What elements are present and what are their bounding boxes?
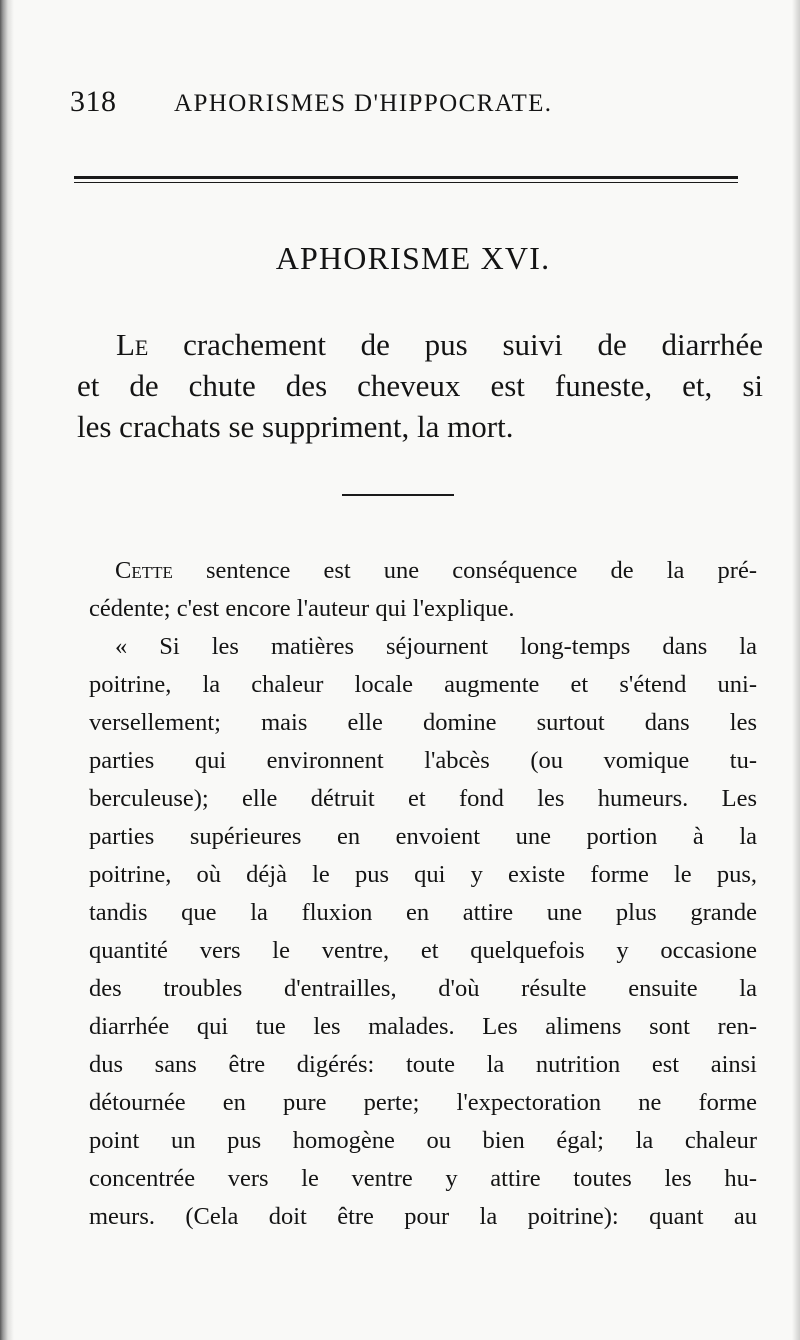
commentary-line bbox=[89, 1160, 757, 1198]
commentary-lead-word: Cette bbox=[115, 557, 173, 584]
commentary-line bbox=[89, 894, 757, 932]
commentary-line-text: détournée en pure perte; l'expectoration ne forme bbox=[89, 1089, 757, 1116]
commentary-line bbox=[89, 1046, 757, 1084]
running-header bbox=[70, 82, 750, 122]
page-edge-shadow bbox=[792, 0, 800, 1340]
commentary-line bbox=[89, 590, 757, 628]
commentary-line-text: sentence est une conséquence de la pré- bbox=[172, 557, 757, 584]
aphorism-line-text: les crachats se suppriment, la mort. bbox=[77, 409, 514, 444]
commentary-line-text: quantité vers le ventre, et quelquefois y occasione bbox=[89, 937, 757, 964]
commentary-line-text: tandis que la fluxion en attire une plus grande bbox=[89, 899, 757, 926]
commentary-line-text: des troubles d'entrailles, d'où résulte ensuite la bbox=[89, 975, 757, 1002]
commentary-line bbox=[89, 742, 757, 780]
commentary-line-text: parties supérieures en envoient une portion à la bbox=[89, 823, 757, 850]
running-title: APHORISMES D'HIPPOCRATE. bbox=[174, 90, 553, 117]
commentary-line bbox=[89, 628, 757, 666]
aphorism-lead-word: Le bbox=[116, 327, 149, 362]
commentary-line-text: versellement; mais elle domine surtout dans les bbox=[89, 709, 757, 736]
commentary-line-text: concentrée vers le ventre y attire toutes les hu- bbox=[89, 1165, 757, 1192]
commentary-line bbox=[89, 1008, 757, 1046]
commentary-line-text: parties qui environnent l'abcès (ou vomique tu- bbox=[89, 747, 757, 774]
commentary-line-text: poitrine, où déjà le pus qui y existe forme le pus, bbox=[89, 861, 757, 888]
commentary-line bbox=[89, 780, 757, 818]
commentary-line bbox=[89, 1122, 757, 1160]
page-binding-shadow bbox=[0, 0, 14, 1340]
aphorism-line bbox=[77, 365, 763, 406]
commentary-line-text: cédente; c'est encore l'auteur qui l'explique. bbox=[89, 595, 515, 622]
commentary-line-text: « Si les matières séjournent long-temps dans la bbox=[115, 633, 757, 660]
commentary-line-text: meurs. (Cela doit être pour la poitrine): quant au bbox=[89, 1203, 757, 1230]
commentary-line-text: point un pus homogène ou bien égal; la chaleur bbox=[89, 1127, 757, 1154]
commentary-line bbox=[89, 552, 757, 590]
aphorism-line bbox=[77, 406, 763, 447]
commentary-line bbox=[89, 856, 757, 894]
commentary-line bbox=[89, 1198, 757, 1236]
aphorism-line bbox=[77, 324, 763, 365]
commentary-line bbox=[89, 818, 757, 856]
commentary-line bbox=[89, 932, 757, 970]
section-separator bbox=[342, 494, 454, 496]
aphorism-line-text: et de chute des cheveux est funeste, et, si bbox=[77, 368, 763, 403]
commentary-line-text: diarrhée qui tue les malades. Les alimens sont ren- bbox=[89, 1013, 757, 1040]
commentary-line-text: dus sans être digérés: toute la nutrition est ainsi bbox=[89, 1051, 757, 1078]
commentary-line bbox=[89, 970, 757, 1008]
aphorism-title: APHORISME XVI. bbox=[275, 240, 551, 276]
commentary-line bbox=[89, 704, 757, 742]
commentary-line-text: berculeuse); elle détruit et fond les humeurs. Les bbox=[89, 785, 757, 812]
commentary-line bbox=[89, 666, 757, 704]
commentary-text bbox=[89, 552, 757, 1236]
header-rule-thin bbox=[74, 182, 738, 183]
page-number: 318 bbox=[70, 85, 117, 118]
aphorism-text bbox=[77, 324, 763, 447]
header-rule bbox=[74, 176, 738, 179]
aphorism-line-text: crachement de pus suivi de diarrhée bbox=[148, 327, 763, 362]
commentary-line-text: poitrine, la chaleur locale augmente et s'étend uni- bbox=[89, 671, 757, 698]
commentary-line bbox=[89, 1084, 757, 1122]
